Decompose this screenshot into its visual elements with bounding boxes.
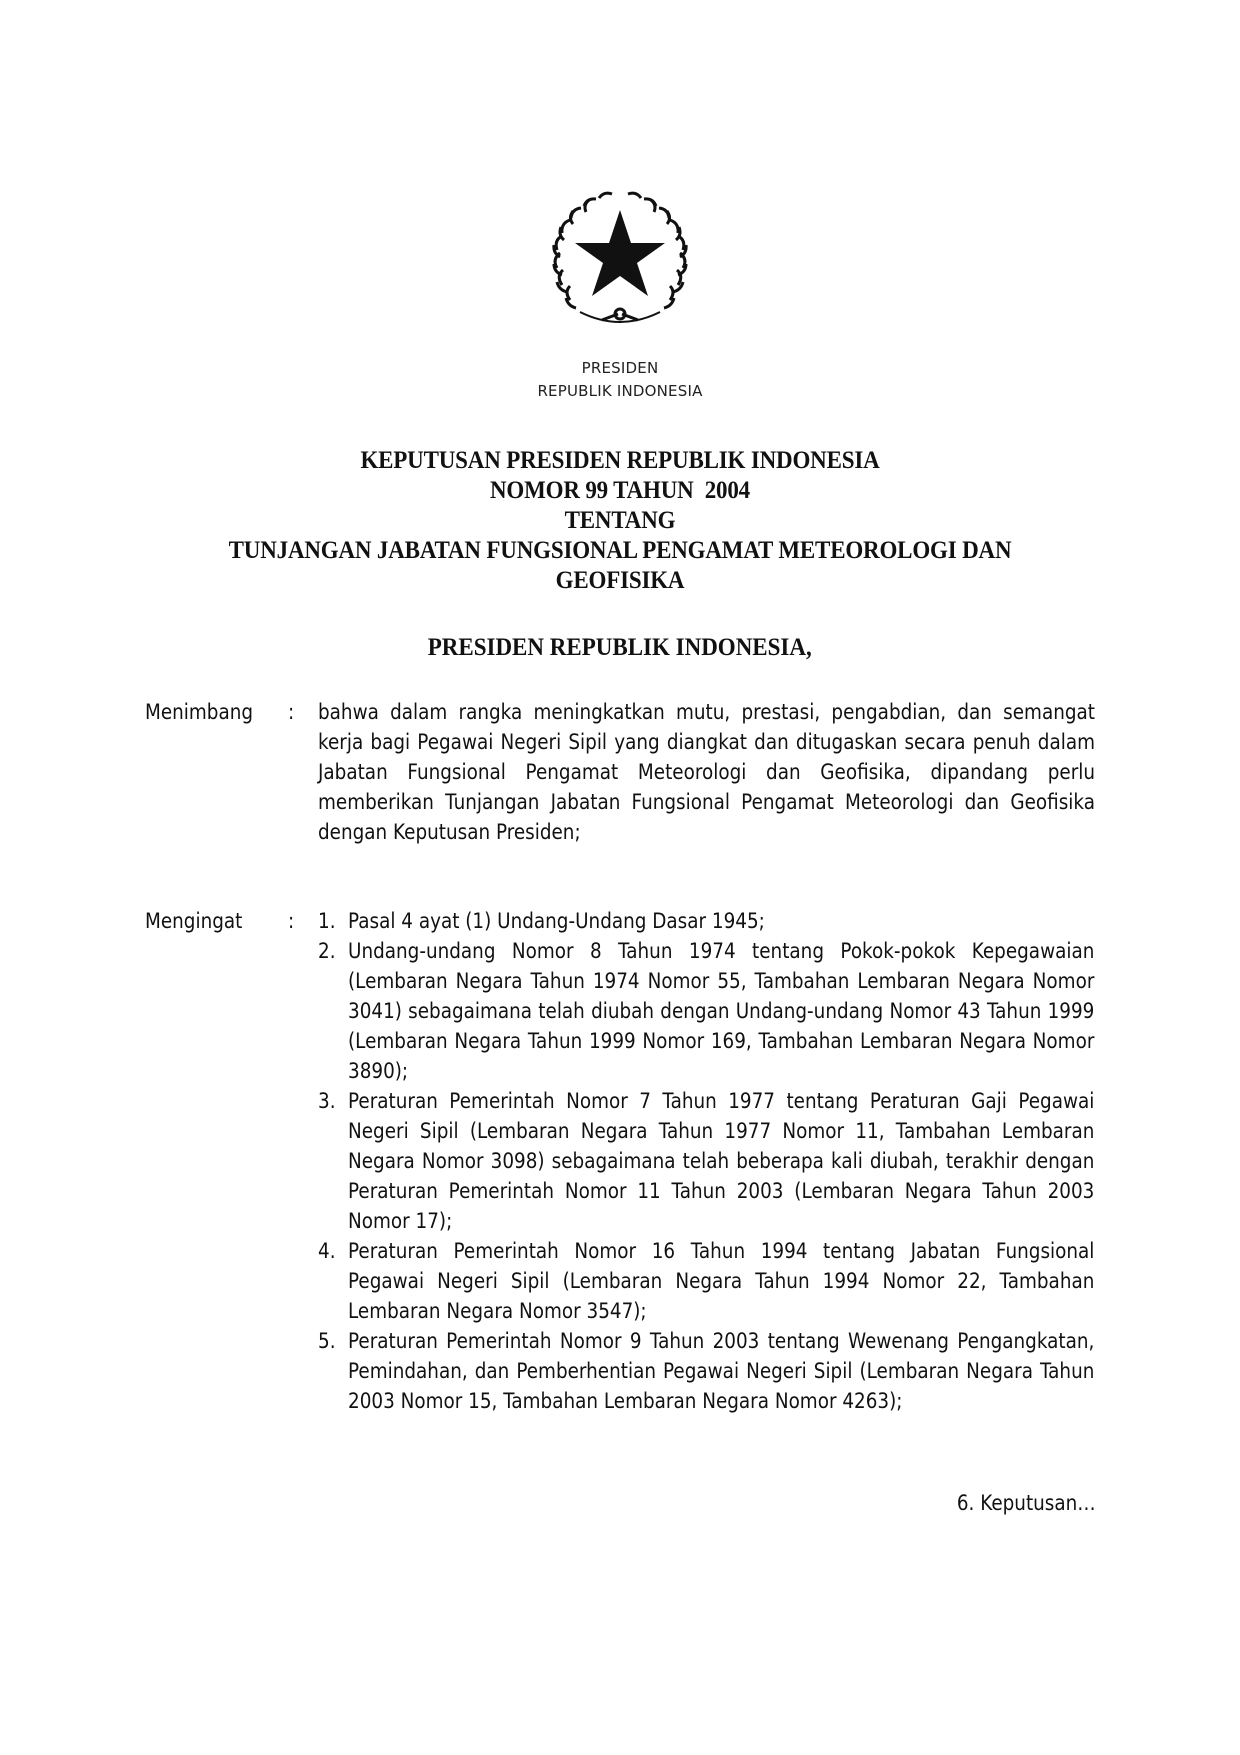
mengingat-list	[318, 906, 1095, 1446]
decree-subject-cont: GEOFISIKA	[555, 567, 685, 594]
list-item-number: 2.	[318, 939, 336, 963]
list-item-number: 5.	[318, 1329, 336, 1353]
list-item-text: Peraturan Pemerintah Nomor 7 Tahun 1977 tentang Peraturan Gaji Pegawai Negeri Sipil (Lembaran Negara Tahun 1977 Nomor 11, Tambahan Lembaran Negara Nomor 3098) sebagaimana telah beberapa kali diubah, terakhir dengan Peraturan Pemerintah Nomor 11 Tahun 2003 (Lembaran Negara Tahun 2003 Nomor 17);	[348, 1089, 1095, 1233]
list-item-text: Peraturan Pemerintah Nomor 16 Tahun 1994 tentang Jabatan Fungsional Pegawai Negeri Sipil (Lembaran Negara Tahun 1994 Nomor 22, Tambahan Lembaran Negara Nomor 3547);	[348, 1239, 1095, 1323]
list-item	[318, 906, 1095, 936]
emblem-caption-republik: REPUBLIK INDONESIA	[537, 382, 703, 400]
list-item	[318, 936, 1095, 1086]
mengingat-label: Mengingat	[145, 909, 243, 933]
list-item-number: 4.	[318, 1239, 336, 1263]
list-item	[318, 1086, 1095, 1236]
menimbang-text: bahwa dalam rangka meningkatkan mutu, prestasi, pengabdian, dan semangat kerja bagi Pegawai Negeri Sipil yang diangkat dan ditugaskan secara penuh dalam Jabatan Fungsional Pengamat Meteorologi dan Geofisika, dipandang perlu memberikan Tunjangan Jabatan Fungsional Pengamat Meteorologi dan Geofisika dengan Keputusan Presiden;	[318, 700, 1095, 844]
president-heading: PRESIDEN REPUBLIK INDONESIA,	[427, 634, 813, 661]
emblem-caption-presiden: PRESIDEN	[581, 359, 659, 377]
title-line: KEPUTUSAN PRESIDEN REPUBLIK INDONESIA	[360, 447, 880, 474]
document-title	[0, 446, 1240, 596]
list-item-text: Peraturan Pemerintah Nomor 9 Tahun 2003 tentang Wewenang Pengangkatan, Pemindahan, dan Pemberhentian Pegawai Negeri Sipil (Lembaran Negara Tahun 2003 Nomor 15, Tambahan Lembaran Negara Nomor 4263);	[348, 1329, 1095, 1413]
list-item-number: 1.	[318, 909, 336, 933]
menimbang-colon: :	[288, 700, 295, 724]
presidential-emblem-icon	[540, 180, 700, 340]
menimbang-label: Menimbang	[145, 700, 254, 724]
list-item-number: 3.	[318, 1089, 336, 1113]
list-item	[318, 1326, 1095, 1446]
decree-number: NOMOR 99 TAHUN 2004	[490, 477, 750, 504]
decree-subject: TUNJANGAN JABATAN FUNGSIONAL PENGAMAT METEOROLOGI DAN	[228, 537, 1012, 564]
list-item	[318, 1236, 1095, 1326]
title-line: TENTANG	[564, 507, 676, 534]
list-item-text: Pasal 4 ayat (1) Undang-Undang Dasar 1945;	[348, 909, 765, 933]
list-item-text: Undang-undang Nomor 8 Tahun 1974 tentang Pokok-pokok Kepegawaian (Lembaran Negara Tahun 1974 Nomor 55, Tambahan Lembaran Negara Nomor 3041) sebagaimana telah diubah dengan Undang-undang Nomor 43 Tahun 1999 (Lembaran Negara Tahun 1999 Nomor 169, Tambahan Lembaran Negara Nomor 3890);	[348, 939, 1095, 1083]
continuation-marker: 6. Keputusan…	[957, 1491, 1096, 1515]
mengingat-colon: :	[288, 909, 295, 933]
